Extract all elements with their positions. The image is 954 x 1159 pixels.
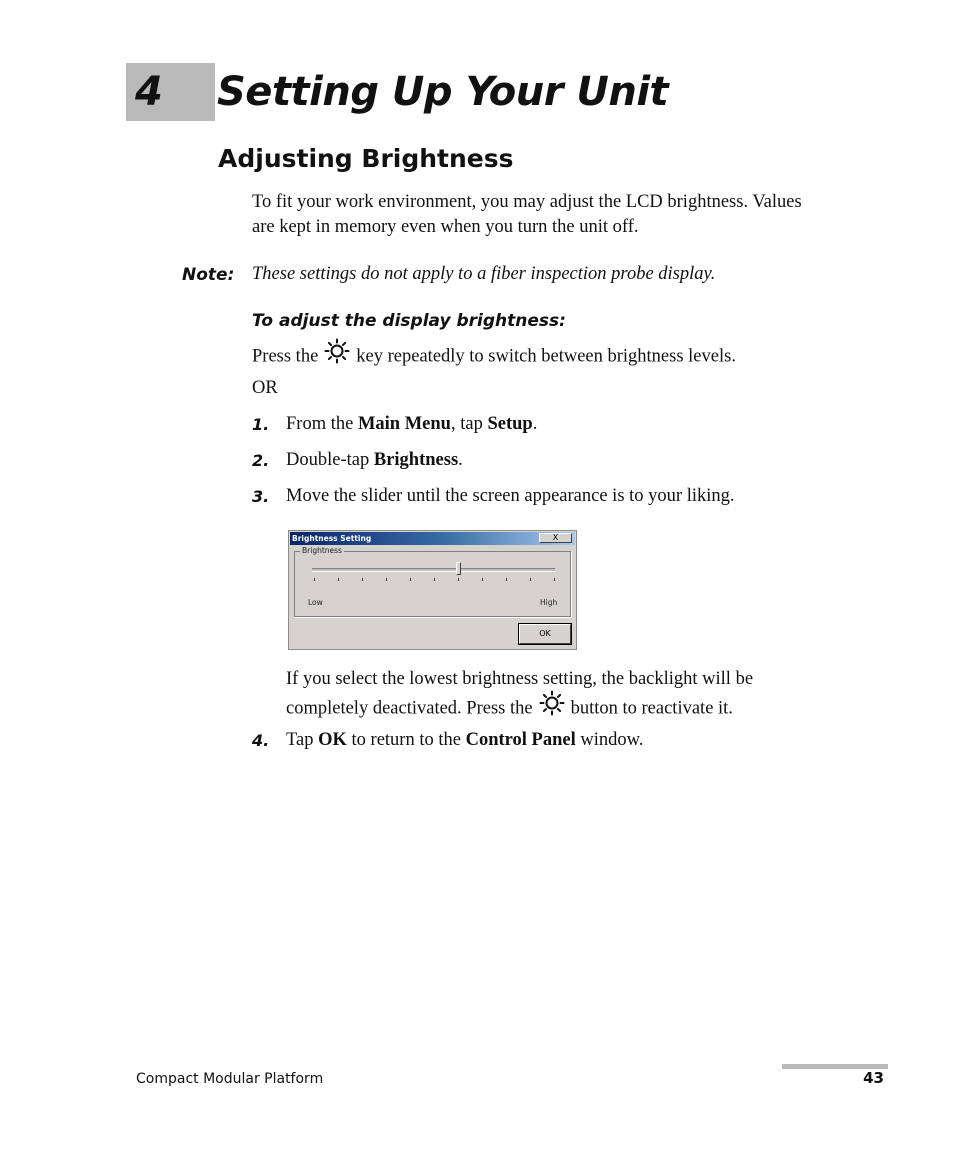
- slider-tick: [554, 578, 555, 581]
- step-1-main-menu: Main Menu: [357, 414, 451, 434]
- slider-tick: [482, 578, 483, 581]
- brightness-slider-thumb[interactable]: [456, 562, 461, 575]
- press-before-text: Press the: [252, 346, 319, 367]
- chapter-number: 4: [135, 69, 163, 115]
- after-dialog-line-2: [286, 692, 733, 726]
- page-number: 43: [863, 1069, 884, 1087]
- dialog-title: Brightness Setting: [292, 534, 372, 543]
- step-number: 4.: [252, 731, 270, 750]
- note-text: These settings do not apply to a fiber inspection probe display.: [252, 264, 716, 284]
- step-1-text-c: .: [532, 414, 538, 434]
- step-4-ok: OK: [318, 730, 347, 750]
- slider-tick: [530, 578, 531, 581]
- step-text: Move the slider until the screen appearance is to your liking.: [286, 486, 735, 506]
- slider-tick: [410, 578, 411, 581]
- slider-tick: [506, 578, 507, 581]
- step-number: 3.: [252, 487, 270, 506]
- step-2-text-b: .: [458, 450, 463, 470]
- low-label: Low: [308, 598, 323, 607]
- ok-button[interactable]: OK: [519, 624, 571, 644]
- slider-tick: [434, 578, 435, 581]
- step-text: [286, 728, 643, 753]
- close-button[interactable]: X: [539, 533, 572, 543]
- step-number: 1.: [252, 415, 270, 434]
- step-2-brightness: Brightness: [373, 450, 459, 470]
- step-4-text-c: window.: [575, 730, 644, 750]
- slider-tick: [338, 578, 339, 581]
- step-2-text-a: Double-tap: [286, 450, 374, 470]
- section-title: Adjusting Brightness: [218, 144, 514, 173]
- step-4-text-a: Tap: [286, 730, 319, 750]
- intro-line-1: To fit your work environment, you may adjust the LCD brightness. Values: [252, 192, 802, 212]
- procedure-title: To adjust the display brightness:: [252, 311, 566, 331]
- footer-product-name: Compact Modular Platform: [136, 1071, 324, 1087]
- note-label: Note:: [182, 265, 235, 285]
- step-number: 2.: [252, 451, 270, 470]
- step-4-control-panel: Control Panel: [465, 730, 576, 750]
- step-4-text-b: to return to the: [346, 730, 466, 750]
- brightness-group-label: Brightness: [302, 546, 342, 555]
- press-instruction: [252, 340, 736, 374]
- slider-tick: [362, 578, 363, 581]
- step-1-setup: Setup: [487, 414, 533, 434]
- after-dialog-text-b: button to reactivate it.: [570, 698, 733, 719]
- brightness-slider-track[interactable]: [312, 568, 555, 572]
- brightness-setting-dialog: [288, 530, 577, 650]
- step-text: [286, 412, 537, 437]
- chapter-title: Setting Up Your Unit: [217, 69, 669, 115]
- slider-tick: [314, 578, 315, 581]
- after-dialog-line-1: If you select the lowest brightness setting, the backlight will be: [286, 669, 754, 689]
- high-label: High: [540, 598, 558, 607]
- slider-tick: [386, 578, 387, 581]
- intro-line-2: are kept in memory even when you turn the unit off.: [252, 217, 639, 237]
- step-1-text-b: , tap: [450, 414, 488, 434]
- step-text: [286, 448, 463, 473]
- brightness-sun-icon: [324, 338, 350, 372]
- after-dialog-text-a: completely deactivated. Press the: [286, 698, 533, 719]
- or-text: OR: [252, 378, 278, 398]
- dialog-titlebar: [290, 532, 575, 545]
- press-after-text: key repeatedly to switch between brightness levels.: [356, 346, 736, 367]
- brightness-groupbox: [294, 546, 571, 617]
- brightness-sun-icon: [539, 690, 565, 724]
- slider-tick: [458, 578, 459, 581]
- step-1-text-a: From the: [286, 414, 358, 434]
